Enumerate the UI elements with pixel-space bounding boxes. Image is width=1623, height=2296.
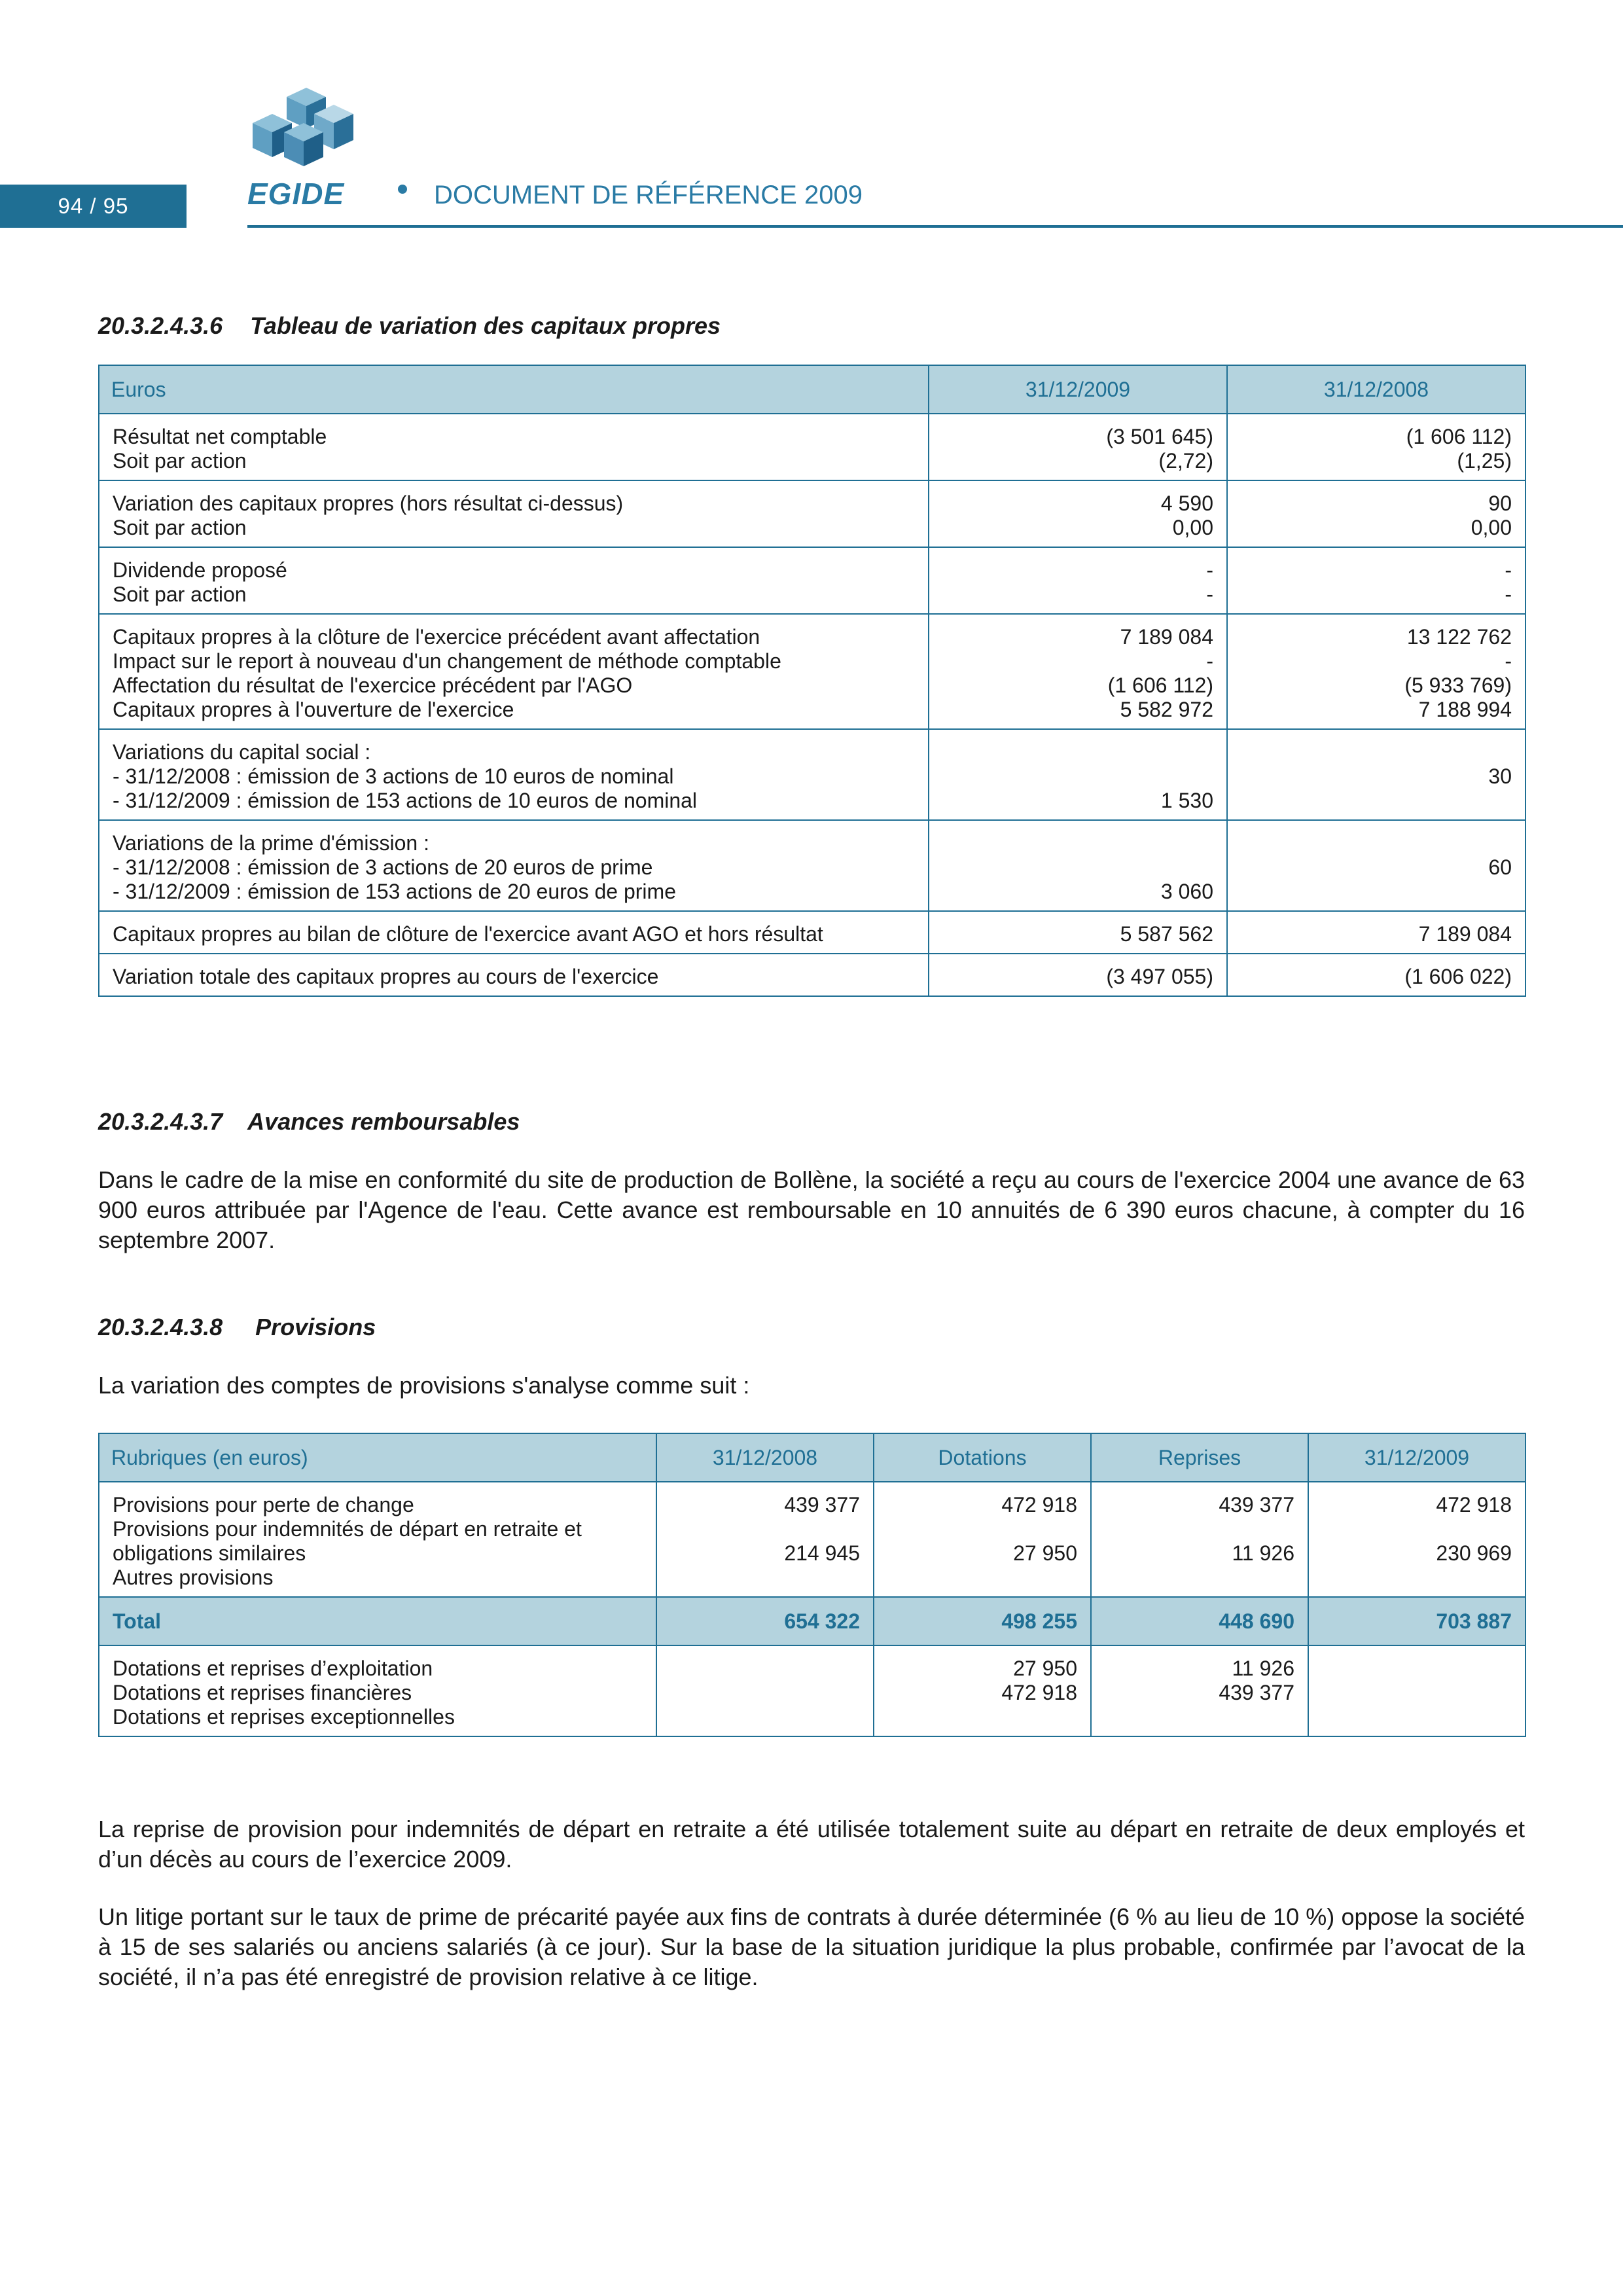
value-cell bbox=[1091, 1645, 1308, 1736]
cell-line: Dividende proposé bbox=[113, 558, 287, 582]
value-cell bbox=[1308, 1482, 1525, 1597]
cell-line: Soit par action bbox=[113, 449, 247, 473]
cell-line: 27 950 bbox=[1013, 1657, 1077, 1680]
cell-line: 7 189 084 bbox=[1120, 625, 1213, 649]
cell-line: - 31/12/2008 : émission de 3 actions de 10 euros de nominal bbox=[113, 764, 674, 788]
value-cell bbox=[929, 820, 1227, 911]
table-row bbox=[99, 954, 1525, 996]
cell-line bbox=[1322, 1517, 1512, 1541]
cell-line: Capitaux propres à l'ouverture de l'exercice bbox=[113, 698, 514, 721]
cell-line: 5 587 562 bbox=[1120, 922, 1213, 946]
cell-line bbox=[670, 1566, 860, 1590]
column-header: 31/12/2008 bbox=[1227, 365, 1525, 414]
cell-line: (1 606 022) bbox=[1404, 965, 1512, 988]
provisions-intro: La variation des comptes de provisions s'analyse comme suit : bbox=[98, 1372, 750, 1399]
equity-variation-table bbox=[98, 365, 1526, 997]
row-label-cell bbox=[99, 729, 929, 820]
value-cell bbox=[1227, 954, 1525, 996]
cell-line: 472 918 bbox=[1001, 1493, 1077, 1516]
logo-wordmark: EGIDE bbox=[247, 177, 345, 211]
cell-line: Capitaux propres au bilan de clôture de l'exercice avant AGO et hors résultat bbox=[113, 922, 823, 946]
cell-line bbox=[887, 1517, 1077, 1541]
value-cell bbox=[1227, 911, 1525, 954]
cell-line: Provisions pour perte de change bbox=[113, 1493, 414, 1516]
cell-line: Résultat net comptable bbox=[113, 425, 327, 448]
cell-line bbox=[1322, 1657, 1512, 1681]
cell-line: - bbox=[1505, 583, 1512, 606]
table-row bbox=[99, 729, 1525, 820]
value-cell bbox=[929, 614, 1227, 729]
cell-line: 3 060 bbox=[1160, 880, 1213, 903]
cell-line: 13 122 762 bbox=[1406, 625, 1512, 649]
value-cell bbox=[929, 954, 1227, 996]
cell-line: Provisions pour indemnités de départ en retraite et bbox=[113, 1517, 582, 1541]
cell-line: 472 918 bbox=[1436, 1493, 1512, 1516]
value-cell bbox=[929, 547, 1227, 614]
cell-line: Variation totale des capitaux propres au cours de l'exercice bbox=[113, 965, 659, 988]
cell-line bbox=[942, 855, 1213, 880]
cell-line bbox=[1241, 789, 1512, 813]
total-label: Total bbox=[99, 1597, 656, 1645]
value-cell bbox=[874, 1645, 1091, 1736]
total-value: 448 690 bbox=[1091, 1597, 1308, 1645]
cell-line: Autres provisions bbox=[113, 1566, 274, 1589]
cell-line bbox=[942, 831, 1213, 855]
value-cell bbox=[1308, 1645, 1525, 1736]
cell-line: Impact sur le report à nouveau d'un changement de méthode comptable bbox=[113, 649, 781, 673]
value-cell bbox=[1227, 480, 1525, 547]
cell-line: - 31/12/2009 : émission de 153 actions de 20 euros de prime bbox=[113, 880, 676, 903]
row-label-cell bbox=[99, 414, 929, 480]
cell-line: - bbox=[1206, 583, 1213, 606]
cell-line: 439 377 bbox=[1219, 1493, 1294, 1516]
value-cell bbox=[1227, 729, 1525, 820]
cell-line: - 31/12/2008 : émission de 3 actions de 20 euros de prime bbox=[113, 855, 653, 879]
cell-line: 439 377 bbox=[1219, 1681, 1294, 1704]
value-cell bbox=[929, 911, 1227, 954]
row-label-cell bbox=[99, 614, 929, 729]
cell-line: 30 bbox=[1488, 764, 1512, 788]
cell-line: (1 606 112) bbox=[1406, 425, 1512, 448]
cell-line: Variations de la prime d'émission : bbox=[113, 831, 429, 855]
column-header: 31/12/2008 bbox=[656, 1433, 874, 1482]
cell-line: Variation des capitaux propres (hors résultat ci-dessus) bbox=[113, 492, 624, 515]
cell-line: 0,00 bbox=[1471, 516, 1512, 539]
column-header: Dotations bbox=[874, 1433, 1091, 1482]
row-label-cell bbox=[99, 547, 929, 614]
breakdown-labels-cell bbox=[99, 1645, 656, 1736]
cell-line bbox=[670, 1705, 860, 1729]
table-row bbox=[99, 480, 1525, 547]
cell-line: 60 bbox=[1488, 855, 1512, 879]
cell-line: Dotations et reprises financières bbox=[113, 1681, 412, 1704]
cell-line: 11 926 bbox=[1232, 1657, 1294, 1680]
breakdown-row bbox=[99, 1645, 1525, 1736]
value-cell bbox=[929, 480, 1227, 547]
total-value: 654 322 bbox=[656, 1597, 874, 1645]
cell-line: 0,00 bbox=[1172, 516, 1213, 539]
cell-line: 1 530 bbox=[1160, 789, 1213, 812]
total-value: 703 887 bbox=[1308, 1597, 1525, 1645]
value-cell bbox=[656, 1645, 874, 1736]
cell-line bbox=[887, 1705, 1077, 1729]
cell-line: 7 189 084 bbox=[1418, 922, 1512, 946]
header-bullet bbox=[398, 185, 407, 194]
value-cell bbox=[1227, 820, 1525, 911]
cell-line: Soit par action bbox=[113, 516, 247, 539]
column-header: 31/12/2009 bbox=[1308, 1433, 1525, 1482]
table-row bbox=[99, 911, 1525, 954]
value-cell bbox=[1227, 614, 1525, 729]
section-title: Provisions bbox=[255, 1314, 376, 1340]
cell-line: Capitaux propres à la clôture de l'exercice précédent avant affectation bbox=[113, 625, 760, 649]
cell-line bbox=[942, 764, 1213, 789]
table-header-row bbox=[99, 1433, 1525, 1482]
provisions-body-row bbox=[99, 1482, 1525, 1597]
value-cell bbox=[929, 414, 1227, 480]
cell-line: 472 918 bbox=[1001, 1681, 1077, 1704]
column-header: Rubriques (en euros) bbox=[99, 1433, 656, 1482]
table-row bbox=[99, 614, 1525, 729]
cell-line: - bbox=[1206, 649, 1213, 673]
value-cell bbox=[1091, 1482, 1308, 1597]
section-heading-capitaux bbox=[98, 312, 721, 340]
cell-line bbox=[670, 1517, 860, 1541]
avances-paragraph: Dans le cadre de la mise en conformité du site de production de Bollène, la société a reçu au cours de l'exercice 2004 une avance de 63 900 euros attribuée par l'Agence de l'eau. Cette avance est remboursable en 10 annuités de 6 390 euros chacune, à compter du 16 septembre 2007. bbox=[98, 1166, 1525, 1253]
cell-line: 11 926 bbox=[1232, 1541, 1294, 1565]
section-heading-provisions bbox=[98, 1313, 376, 1342]
table-header-row bbox=[99, 365, 1525, 414]
cell-line: 5 582 972 bbox=[1120, 698, 1213, 721]
section-number: 20.3.2.4.3.6 bbox=[98, 312, 223, 339]
cell-line: obligations similaires bbox=[113, 1541, 306, 1565]
row-label-cell bbox=[99, 911, 929, 954]
cell-line bbox=[1105, 1705, 1294, 1729]
cell-line: 7 188 994 bbox=[1418, 698, 1512, 721]
cell-line: Dotations et reprises exceptionnelles bbox=[113, 1705, 455, 1729]
cell-line bbox=[1322, 1566, 1512, 1590]
header-rule bbox=[247, 225, 1623, 228]
cell-line: (5 933 769) bbox=[1404, 673, 1512, 697]
cell-line: Soit par action bbox=[113, 583, 247, 606]
cell-line: - bbox=[1206, 558, 1213, 582]
cell-line bbox=[670, 1681, 860, 1705]
section-number: 20.3.2.4.3.7 bbox=[98, 1108, 223, 1135]
cell-line: 90 bbox=[1488, 492, 1512, 515]
document-title: DOCUMENT DE RÉFÉRENCE 2009 bbox=[434, 181, 863, 209]
cell-line: 27 950 bbox=[1013, 1541, 1077, 1565]
cell-line bbox=[670, 1657, 860, 1681]
table-row bbox=[99, 547, 1525, 614]
value-cell bbox=[656, 1482, 874, 1597]
cell-line: - bbox=[1505, 558, 1512, 582]
cell-line: Dotations et reprises d’exploitation bbox=[113, 1657, 433, 1680]
cell-line: (1,25) bbox=[1457, 449, 1512, 473]
cell-line: 214 945 bbox=[784, 1541, 860, 1565]
row-label-cell bbox=[99, 480, 929, 547]
cell-line bbox=[1241, 880, 1512, 904]
section-number: 20.3.2.4.3.8 bbox=[98, 1314, 223, 1340]
provisions-paragraph-2: Un litige portant sur le taux de prime de précarité payée aux fins de contrats à durée déterminée (6 % au lieu de 10 %) oppose la société à 15 de ses salariés ou anciens salariés (à ce jour). Sur la base de la situation juridique la plus probable, confirmée par l’avocat de la société, il n’a pas été enregistré de provision relative à ce litige. bbox=[98, 1903, 1525, 1990]
cell-line: (1 606 112) bbox=[1107, 673, 1213, 697]
column-header: Reprises bbox=[1091, 1433, 1308, 1482]
cell-line bbox=[1105, 1517, 1294, 1541]
cell-line bbox=[1241, 740, 1512, 764]
value-cell bbox=[874, 1482, 1091, 1597]
section-title: Tableau de variation des capitaux propres bbox=[250, 312, 721, 339]
cell-line: - bbox=[1505, 649, 1512, 673]
value-cell bbox=[929, 729, 1227, 820]
page-number: 94 / 95 bbox=[0, 185, 187, 228]
cell-line bbox=[1322, 1681, 1512, 1705]
table-row bbox=[99, 414, 1525, 480]
cell-line: (3 501 645) bbox=[1106, 425, 1213, 448]
provisions-paragraph-1: La reprise de provision pour indemnités de départ en retraite a été utilisée totalement suite au départ en retraite de deux employés et d’un décès au cours de l’exercice 2009. bbox=[98, 1816, 1525, 1873]
value-cell bbox=[1227, 547, 1525, 614]
cell-line: - 31/12/2009 : émission de 153 actions de 10 euros de nominal bbox=[113, 789, 698, 812]
cell-line: Variations du capital social : bbox=[113, 740, 371, 764]
table-row bbox=[99, 820, 1525, 911]
column-header: Euros bbox=[99, 365, 929, 414]
provisions-table bbox=[98, 1433, 1526, 1737]
row-label-cell bbox=[99, 820, 929, 911]
cell-line bbox=[1105, 1566, 1294, 1590]
cell-line: 439 377 bbox=[784, 1493, 860, 1516]
total-value: 498 255 bbox=[874, 1597, 1091, 1645]
cell-line bbox=[942, 740, 1213, 764]
section-title: Avances remboursables bbox=[247, 1108, 520, 1135]
cell-line: Affectation du résultat de l'exercice précédent par l'AGO bbox=[113, 673, 633, 697]
cell-line: (3 497 055) bbox=[1106, 965, 1213, 988]
cell-line bbox=[887, 1566, 1077, 1590]
value-cell bbox=[1227, 414, 1525, 480]
cell-line: 230 969 bbox=[1436, 1541, 1512, 1565]
cell-line: 4 590 bbox=[1160, 492, 1213, 515]
provision-labels-cell bbox=[99, 1482, 656, 1597]
cell-line bbox=[1241, 831, 1512, 855]
row-label-cell bbox=[99, 954, 929, 996]
section-heading-avances bbox=[98, 1107, 520, 1136]
cell-line: (2,72) bbox=[1158, 449, 1213, 473]
total-row bbox=[99, 1597, 1525, 1645]
column-header: 31/12/2009 bbox=[929, 365, 1227, 414]
cell-line bbox=[1322, 1705, 1512, 1729]
